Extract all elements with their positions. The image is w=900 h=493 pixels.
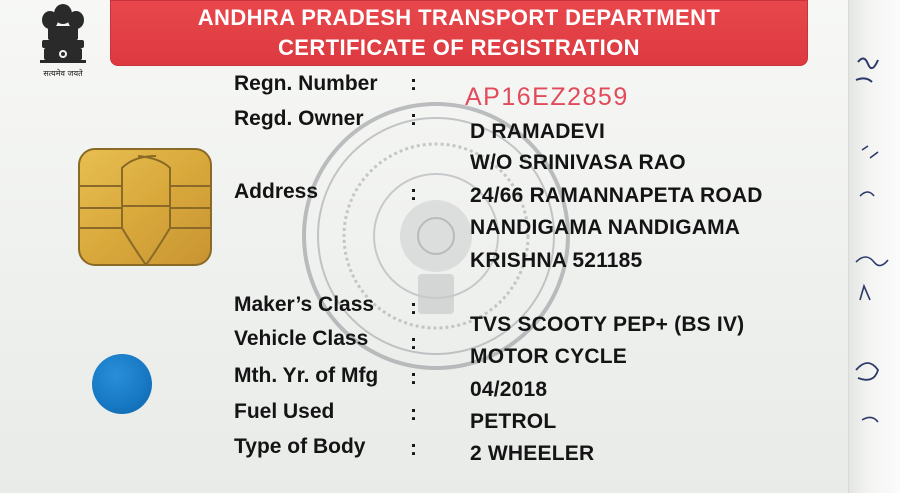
address-line-1: 24/66 RAMANNAPETA ROAD [470, 184, 763, 207]
certificate-title: CERTIFICATE OF REGISTRATION [278, 35, 640, 60]
regn-number-value: AP16EZ2859 [465, 83, 629, 111]
owner-label: Regd. Owner [234, 107, 364, 130]
mfg-value: 04/2018 [470, 378, 548, 401]
address-colon: : [410, 182, 417, 205]
vehicle-class-label: Vehicle Class [234, 327, 369, 350]
fuel-label: Fuel Used [234, 400, 335, 423]
mfg-label: Mth. Yr. of Mfg [234, 364, 379, 387]
regn-number-colon: : [410, 72, 417, 95]
body-label: Type of Body [234, 435, 366, 458]
body-colon: : [410, 437, 417, 460]
fuel-colon: : [410, 402, 417, 425]
fuel-value: PETROL [470, 410, 557, 433]
vehicle-class-value: MOTOR CYCLE [470, 345, 627, 368]
owner-name: D RAMADEVI [470, 120, 606, 143]
department-title: ANDHRA PRADESH TRANSPORT DEPARTMENT [197, 5, 721, 30]
smart-chip-icon [78, 148, 212, 266]
handwriting-marks [852, 0, 900, 493]
mfg-colon: : [410, 366, 417, 389]
regn-number-label: Regn. Number [234, 72, 378, 95]
makers-class-colon: : [410, 296, 417, 319]
emblem-motto: सत्यमेव जयते [43, 69, 83, 78]
address-line-2: NANDIGAMA NANDIGAMA [470, 216, 741, 239]
blue-hologram-dot [92, 354, 152, 414]
body-value: 2 WHEELER [470, 442, 595, 465]
header-banner [110, 0, 808, 66]
owner-colon: : [410, 107, 417, 130]
address-line-3: KRISHNA 521185 [470, 249, 643, 272]
address-label: Address [234, 180, 319, 203]
owner-relation: W/O SRINIVASA RAO [470, 151, 686, 174]
makers-class-label: Maker’s Class [234, 293, 375, 316]
vehicle-class-colon: : [410, 331, 417, 354]
makers-class-value: TVS SCOOTY PEP+ (BS IV) [470, 313, 745, 336]
